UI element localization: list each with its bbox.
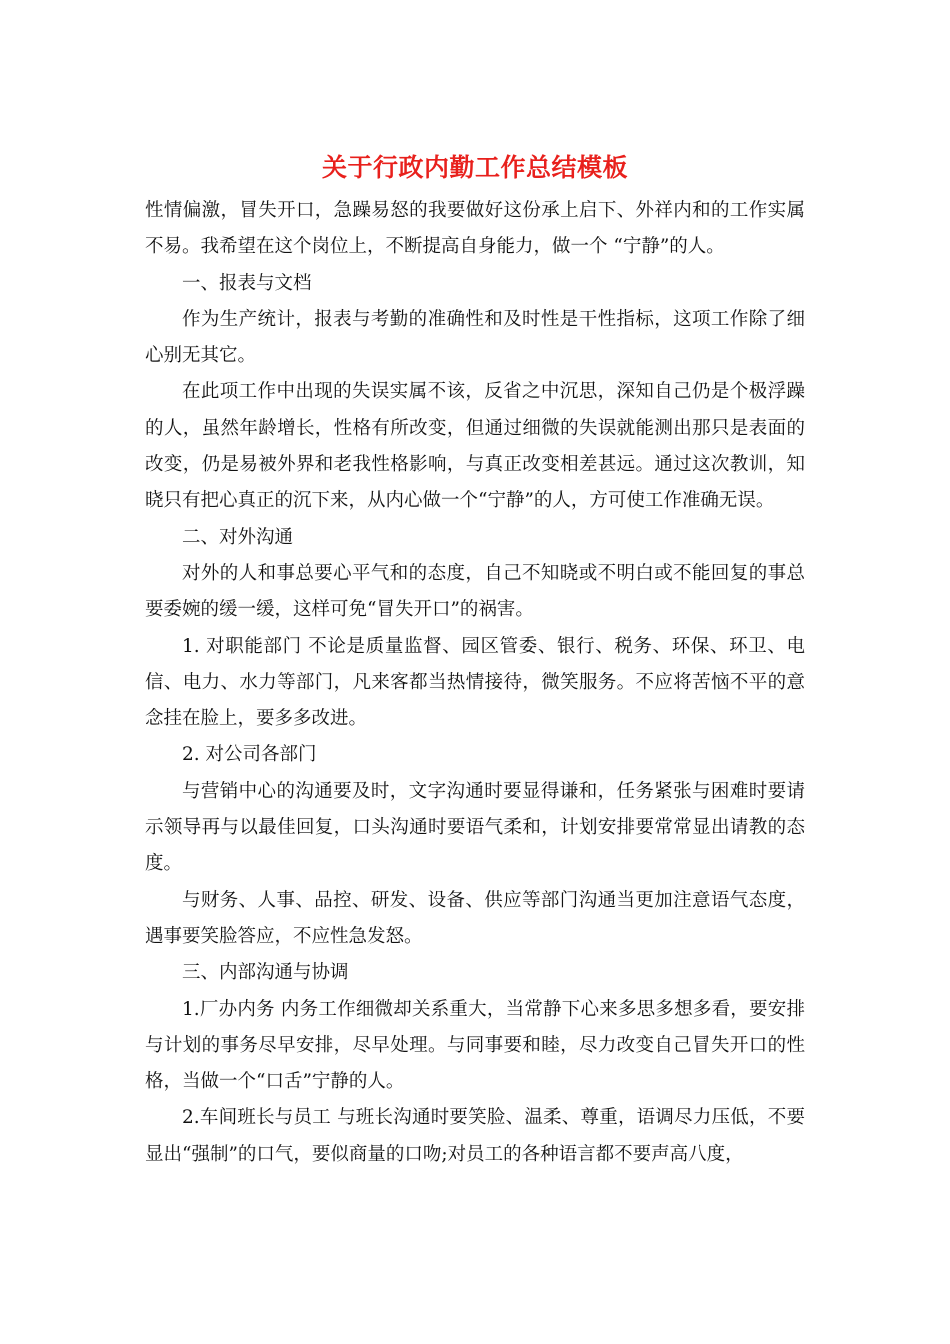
paragraph-7: 与财务、人事、品控、研发、设备、供应等部门沟通当更加注意语气态度，遇事要笑脸答应，不应性急发怒。	[145, 889, 805, 947]
paragraph-4: 对外的人和事总要心平气和的态度，自己不知晓或不明白或不能回复的事总要委婉的缓一缓，这样可免“冒失开口”的祸害。	[145, 562, 805, 621]
section-heading-1: 一、报表与文档	[182, 272, 312, 294]
paragraph-1: 性情偏激，冒失开口，急躁易怒的我要做好这份承上启下、外祥内和的工作实属不易。我希望在这个岗位上，不断提高自身能力，做一个 “宁静”的人。	[145, 200, 805, 258]
paragraph-5: 1. 对职能部门 不论是质量监督、园区管委、银行、税务、环保、环卫、电信、电力、水力等部门，凡来客都当热情接待，微笑服务。不应将苦恼不平的意念挂在脸上，要多多改进。	[145, 635, 805, 730]
document-body	[145, 193, 805, 1173]
paragraph-2: 作为生产统计，报表与考勤的准确性和及时性是干性指标，这项工作除了细心别无其它。	[145, 308, 805, 367]
paragraph-8: 1.厂办内务 内务工作细微却关系重大，当常静下心来多思多想多看，要安排与计划的事务尽早安排，尽早处理。与同事要和睦，尽力改变自己冒失开口的性格，当做一个“口舌”宁静的人。	[145, 998, 805, 1093]
paragraph-9: 2.车间班长与员工 与班长沟通时要笑脸、温柔、尊重，语调尽力压低，不要显出“强制”的口气，要似商量的口吻;对员工的各种语言都不要声高八度，	[145, 1107, 805, 1165]
section-heading-3: 三、内部沟通与协调	[182, 962, 349, 984]
document-title: 关于行政内勤工作总结模板	[321, 153, 628, 182]
paragraph-6: 与营销中心的沟通要及时，文字沟通时要显得谦和，任务紧张与困难时要请示领导再与以最佳回复，口头沟通时要语气柔和，计划安排要常常显出请教的态度。	[145, 780, 805, 875]
paragraph-3: 在此项工作中出现的失误实属不该，反省之中沉思，深知自己仍是个极浮躁的人，虽然年龄增长，性格有所改变，但通过细微的失误就能测出那只是表面的改变，仍是易被外界和老我性格影响，与真正改变相差甚远。通过这次教训，知晓只有把心真正的沉下来，从内心做一个“宁静”的人，方可使工作准确无误。	[145, 381, 805, 512]
section-heading-2: 二、对外沟通	[182, 526, 294, 548]
subheading-2-2: 2. 对公司各部门	[182, 744, 317, 766]
